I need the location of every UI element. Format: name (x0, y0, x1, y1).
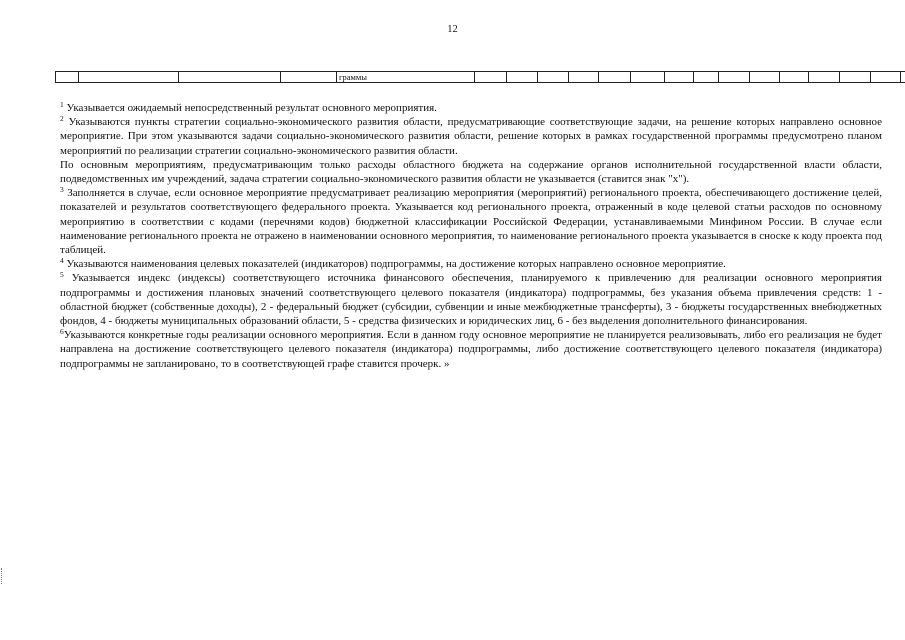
table-cell (665, 72, 694, 83)
table-cell (281, 72, 337, 83)
table-cell (631, 72, 665, 83)
footnote-marker: 2 (60, 114, 64, 124)
table-cell (179, 72, 281, 83)
footnote-text: Указывается ожидаемый непосредственный результат основного мероприятия. (66, 102, 437, 114)
page-number: 12 (447, 24, 458, 35)
margin-mark (1, 568, 5, 584)
table-cell (79, 72, 179, 83)
footnote-marker: 3 (60, 185, 64, 195)
footnote-text: Заполняется в случае, если основное мероприятие предусматривает реализацию мероприятия (мероприятий) регионального проекта, обеспечивающего достижение целей, показателей и результатов соответствующего федерального проекта. Указывается код регионального проекта, отраженный в коде целевой статьи расходов по основному мероприятию в соответствии с кодами (перечнями кодов) бюджетной классификации Российской Федерации, устанавливаемыми Минфином России. В случае если наименование регионального проекта не отражено в наименовании основного мероприятия, то наименование регионального проекта указывается в сноске к коду проекта под таблицей. (60, 187, 883, 257)
footnote-marker: 4 (60, 256, 64, 266)
footnote-6 (60, 328, 882, 371)
footnote-marker: 1 (60, 100, 64, 109)
table-cell (599, 72, 631, 83)
footnote-text: Указывается индекс (индексы) соответствующего источника финансового обеспечения, планируемого к привлечению для реализации основного мероприятия подпрограммы и достижения плановых значений соответствующего целевого показателя (индикатора) подпрограммы, без указания объема привлечения средств: 1 - областной бюджет (собственные доходы), 2 - федеральный бюджет (субсидии, субвенции и иные межбюджетные трансферты), 3 - бюджеты государственных внебюджетных фондов, 4 - бюджеты муниципальных образований области, 5 - средства физических и юридических лиц, 6 - без выделения дополнительного финансирования. (60, 272, 882, 328)
table-cell (507, 72, 538, 83)
table-cell (780, 72, 809, 83)
footnote-2-continuation (60, 158, 882, 186)
table-cell (56, 72, 79, 83)
table-cell (809, 72, 840, 83)
footnote-text: По основным мероприятиям, предусматривающим только расходы областного бюджета на содержание органов исполнительной государственной власти области, подведомственных им учреждений, задача стратегии социально-экономического развития области не указывается (ставится знак "х"). (60, 158, 882, 186)
table-row (56, 72, 905, 83)
table-cell (569, 72, 599, 83)
table-cell (538, 72, 569, 83)
table-cell (475, 72, 507, 83)
footnote-marker: 6 (60, 327, 64, 337)
table-cell (871, 72, 901, 83)
table-cell: граммы (337, 72, 475, 83)
table-fragment (55, 71, 905, 83)
table-cell (750, 72, 780, 83)
table-cell (840, 72, 871, 83)
footnote-text: Указываются пункты стратегии социально-экономического развития области, предусматривающие соответствующие задачи, на решение которых направлено основное мероприятие. При этом указываются задачи социально-экономического развития области, решение которых в рамках государственной программы предусмотрено планом мероприятий по реализации стратегии социально-экономического развития области. (60, 116, 882, 157)
footnote-5 (60, 271, 882, 328)
footnote-2 (60, 115, 882, 158)
table-cell (719, 72, 750, 83)
footnote-text: Указываются наименования целевых показателей (индикаторов) подпрограммы, на достижение которых направлено основное мероприятие. (66, 258, 726, 271)
footnote-text: Указываются конкретные годы реализации основного мероприятия. Если в данном году основное мероприятие не планируется реализовывать, либо его реализация не будет направлена на достижение соответствующего целевого показателя (индикатора) подпрограммы, либо достижение соответствующего целевого показателя (индикатора) подпрограммы не запланировано, то в соответствующей графе ставится прочерк. » (60, 329, 882, 370)
footnote-1 (60, 101, 882, 115)
footnote-4 (60, 257, 882, 271)
footnote-marker: 5 (60, 270, 64, 280)
footnote-3 (60, 186, 882, 257)
table-cell (901, 72, 905, 83)
footnotes (60, 101, 882, 371)
table-cell (694, 72, 719, 83)
